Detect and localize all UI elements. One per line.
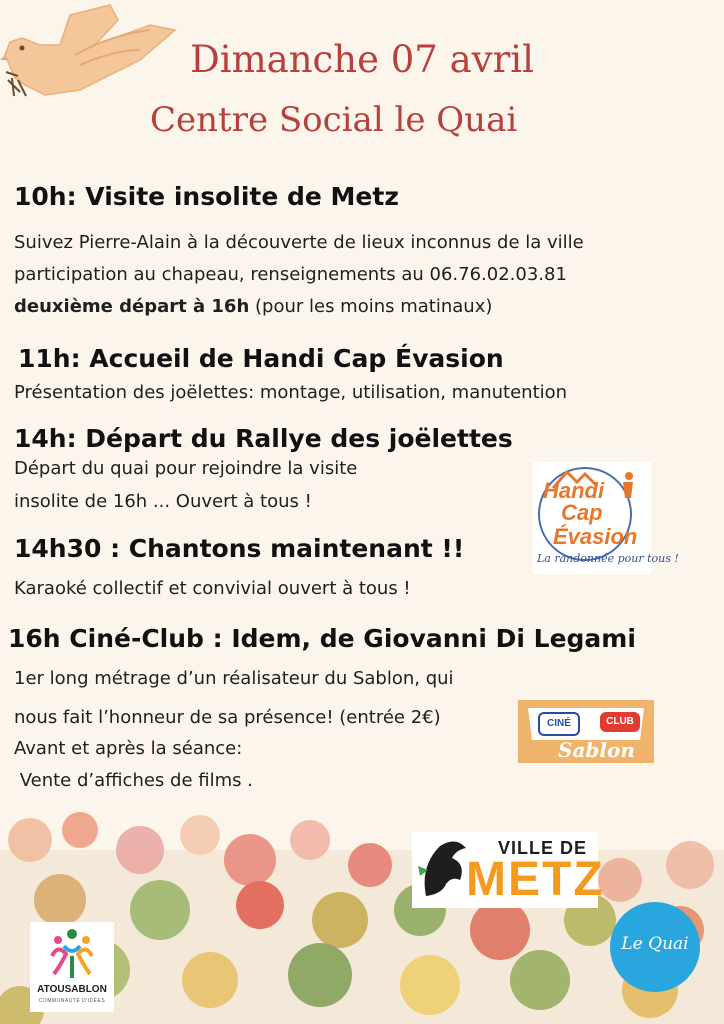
event-text: insolite de 16h ... Ouvert à tous ! bbox=[14, 491, 312, 512]
event-text: participation au chapeau, renseignements au 06.76.02.03.81 bbox=[14, 264, 567, 285]
event-heading: 10h: Visite insolite de Metz bbox=[14, 182, 399, 211]
event-text: 1er long métrage d’un réalisateur du Sablon, qui bbox=[14, 668, 454, 689]
ville-de-metz-logo bbox=[412, 832, 605, 908]
atousablon-sub: COMMUNAUTÉ D'IDÉES bbox=[38, 998, 106, 1004]
event-text: Départ du quai pour rejoindre la visite bbox=[14, 458, 358, 479]
cineclub-logo bbox=[518, 700, 654, 763]
handicap-tagline: La randonnée pour tous ! bbox=[537, 552, 679, 565]
cine-label: CINÉ bbox=[538, 712, 580, 736]
handicap-line2: Cap bbox=[561, 500, 603, 525]
atousablon-name: ATOUSABLON bbox=[37, 984, 107, 995]
event-text: nous fait l’honneur de sa présence! (entrée 2€) bbox=[14, 707, 441, 728]
event-heading: 14h: Départ du Rallye des joëlettes bbox=[14, 424, 513, 453]
metz-dragon-icon bbox=[416, 836, 472, 904]
le-quai-name: Le Quai bbox=[621, 934, 689, 954]
people-circle-icon bbox=[44, 926, 100, 982]
sablon-label: Sablon bbox=[558, 738, 635, 762]
event-text: Présentation des joëlettes: montage, utilisation, manutention bbox=[14, 382, 568, 403]
atousablon-logo bbox=[30, 922, 114, 1012]
event-heading: 14h30 : Chantons maintenant !! bbox=[14, 534, 465, 563]
metz-main-label: METZ bbox=[466, 853, 605, 906]
event-text bbox=[14, 290, 492, 323]
event-heading: 11h: Accueil de Handi Cap Évasion bbox=[18, 344, 504, 373]
handicap-line3: Évasion bbox=[553, 524, 638, 549]
event-heading: 16h Ciné-Club : Idem, de Giovanni Di Legami bbox=[8, 624, 636, 653]
event-text: Karaoké collectif et convivial ouvert à tous ! bbox=[14, 578, 411, 599]
second-departure-note: (pour les moins matinaux) bbox=[249, 296, 493, 317]
metz-top-label: VILLE DE bbox=[498, 838, 588, 858]
club-label: CLUB bbox=[600, 712, 640, 732]
second-departure-text: deuxième départ à 16h bbox=[14, 296, 250, 317]
event-text: Vente d’affiches de films . bbox=[14, 770, 253, 791]
event-date-title: Dimanche 07 avril bbox=[190, 38, 534, 81]
handicap-evasion-logo bbox=[533, 462, 679, 574]
event-text: Suivez Pierre-Alain à la découverte de lieux inconnus de la ville bbox=[14, 232, 584, 253]
handicap-line1: Handi bbox=[543, 478, 605, 503]
event-text: Avant et après la séance: bbox=[14, 738, 243, 759]
le-quai-logo bbox=[610, 902, 700, 992]
venue-title: Centre Social le Quai bbox=[150, 100, 518, 140]
